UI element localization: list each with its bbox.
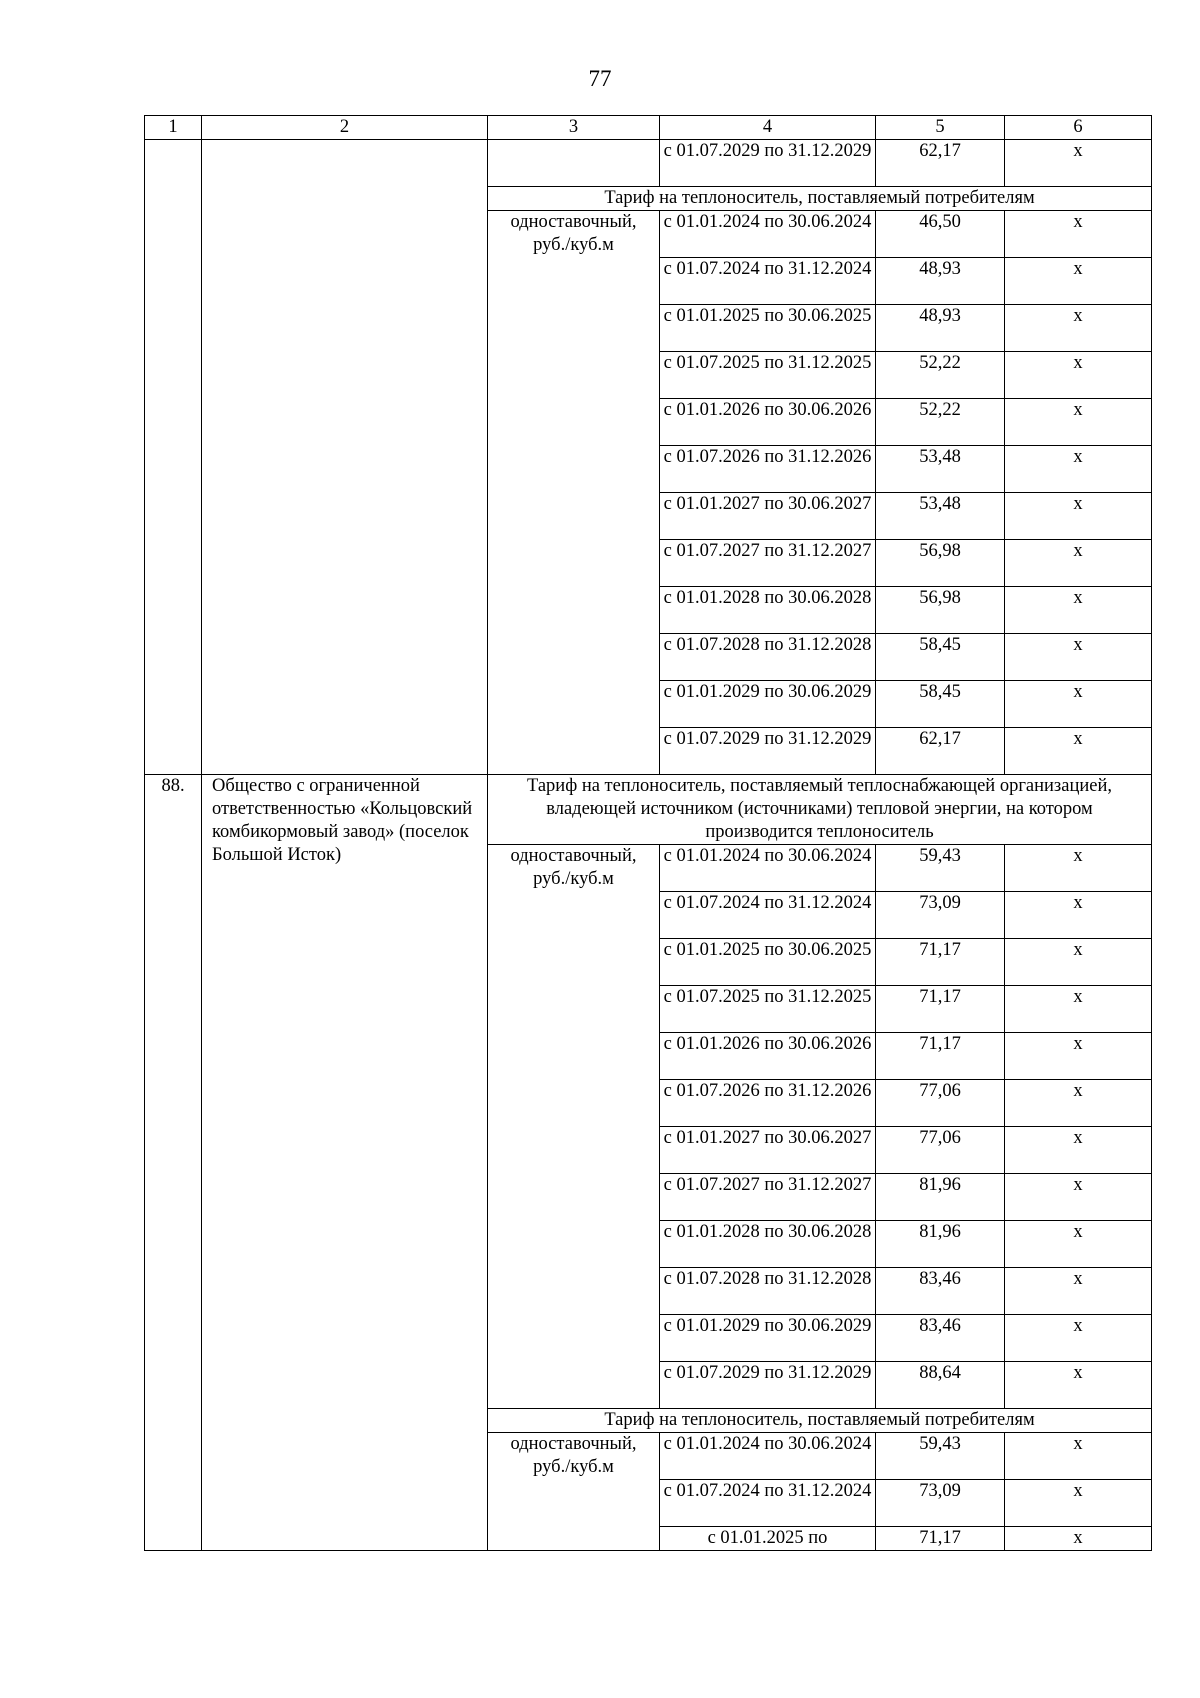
mark-cell: х xyxy=(1005,1268,1152,1315)
mark-cell: х xyxy=(1005,446,1152,493)
mark-cell: х xyxy=(1005,1174,1152,1221)
mark-cell: х xyxy=(1005,634,1152,681)
tariff-value-cell: 58,45 xyxy=(876,634,1005,681)
tariff-value-cell: 62,17 xyxy=(876,728,1005,775)
entry-number: 88. xyxy=(145,775,202,1551)
tariff-value-cell: 48,93 xyxy=(876,258,1005,305)
mark-cell: х xyxy=(1005,258,1152,305)
mark-cell: х xyxy=(1005,1127,1152,1174)
mark-cell: х xyxy=(1005,1362,1152,1409)
tariff-value-cell: 71,17 xyxy=(876,1033,1005,1080)
period-cell: с 01.07.2026 по 31.12.2026 xyxy=(660,446,876,493)
header-cell: 2 xyxy=(202,116,488,140)
mark-cell: х xyxy=(1005,845,1152,892)
section-title: Тариф на теплоноситель, поставляемый теплоснабжающей организацией, владеющей источником (источниками) тепловой энергии, на котором производится теплоноситель xyxy=(488,775,1152,845)
mark-cell: х xyxy=(1005,1221,1152,1268)
mark-cell: х xyxy=(1005,305,1152,352)
tariff-value-cell: 56,98 xyxy=(876,540,1005,587)
period-cell: с 01.01.2024 по 30.06.2024 xyxy=(660,845,876,892)
period-cell: с 01.07.2024 по 31.12.2024 xyxy=(660,258,876,305)
mark-cell: х xyxy=(1005,1527,1152,1551)
period-cell: с 01.07.2026 по 31.12.2026 xyxy=(660,1080,876,1127)
tariff-value-cell: 71,17 xyxy=(876,986,1005,1033)
tariff-value-cell: 88,64 xyxy=(876,1362,1005,1409)
period-cell: с 01.07.2029 по 31.12.2029 xyxy=(660,1362,876,1409)
tariff-value-cell: 48,93 xyxy=(876,305,1005,352)
mark-cell: х xyxy=(1005,1315,1152,1362)
period-cell: с 01.01.2024 по 30.06.2024 xyxy=(660,211,876,258)
mark-cell: х xyxy=(1005,352,1152,399)
period-cell: с 01.01.2026 по 30.06.2026 xyxy=(660,399,876,446)
organization-name: Общество с ограниченной ответственностью «Кольцовский комбикормовый завод» (поселок Большой Исток) xyxy=(202,775,488,1551)
period-cell: с 01.07.2029 по 31.12.2029 xyxy=(660,728,876,775)
period-cell: с 01.07.2029 по 31.12.2029 xyxy=(660,140,876,187)
mark-cell: х xyxy=(1005,892,1152,939)
period-cell: с 01.07.2027 по 31.12.2027 xyxy=(660,540,876,587)
mark-cell: х xyxy=(1005,211,1152,258)
tariff-value-cell: 56,98 xyxy=(876,587,1005,634)
header-cell: 4 xyxy=(660,116,876,140)
header-cell: 1 xyxy=(145,116,202,140)
tariff-type-cell: одноставочный, руб./куб.м xyxy=(488,845,660,1409)
header-row xyxy=(145,116,1152,140)
tariff-value-cell: 73,09 xyxy=(876,892,1005,939)
table-row xyxy=(145,140,1152,187)
tariff-value-cell: 59,43 xyxy=(876,1433,1005,1480)
period-cell: с 01.01.2027 по 30.06.2027 xyxy=(660,493,876,540)
tariff-value-cell: 53,48 xyxy=(876,493,1005,540)
tariff-value-cell: 71,17 xyxy=(876,939,1005,986)
period-cell: с 01.01.2028 по 30.06.2028 xyxy=(660,1221,876,1268)
tariff-value-cell: 77,06 xyxy=(876,1127,1005,1174)
tariff-type-cell: одноставочный, руб./куб.м xyxy=(488,211,660,775)
type-cell xyxy=(488,140,660,187)
period-cell: с 01.01.2024 по 30.06.2024 xyxy=(660,1433,876,1480)
tariff-value-cell: 58,45 xyxy=(876,681,1005,728)
tariff-value-cell: 62,17 xyxy=(876,140,1005,187)
period-cell: с 01.01.2025 по 30.06.2025 xyxy=(660,305,876,352)
period-cell: с 01.01.2029 по 30.06.2029 xyxy=(660,681,876,728)
tariff-value-cell: 52,22 xyxy=(876,352,1005,399)
tariff-value-cell: 81,96 xyxy=(876,1221,1005,1268)
period-cell: с 01.07.2027 по 31.12.2027 xyxy=(660,1174,876,1221)
header-cell: 3 xyxy=(488,116,660,140)
header-cell: 6 xyxy=(1005,116,1152,140)
mark-cell: х xyxy=(1005,587,1152,634)
period-cell: с 01.07.2024 по 31.12.2024 xyxy=(660,1480,876,1527)
period-cell: с 01.01.2025 по xyxy=(660,1527,876,1551)
section-title-row xyxy=(145,775,1152,845)
mark-cell: х xyxy=(1005,493,1152,540)
mark-cell: х xyxy=(1005,986,1152,1033)
period-cell: с 01.01.2027 по 30.06.2027 xyxy=(660,1127,876,1174)
mark-cell: х xyxy=(1005,1480,1152,1527)
period-cell: с 01.07.2025 по 31.12.2025 xyxy=(660,352,876,399)
tariff-value-cell: 83,46 xyxy=(876,1268,1005,1315)
period-cell: с 01.01.2029 по 30.06.2029 xyxy=(660,1315,876,1362)
tariff-type-cell: одноставочный, руб./куб.м xyxy=(488,1433,660,1551)
period-cell: с 01.07.2025 по 31.12.2025 xyxy=(660,986,876,1033)
mark-cell: х xyxy=(1005,1033,1152,1080)
tariff-table xyxy=(144,115,1152,1551)
page-number: 77 xyxy=(588,66,612,91)
period-cell: с 01.01.2026 по 30.06.2026 xyxy=(660,1033,876,1080)
tariff-value-cell: 59,43 xyxy=(876,845,1005,892)
number-cell xyxy=(145,140,202,775)
section-title: Тариф на теплоноситель, поставляемый потребителям xyxy=(488,1409,1152,1433)
tariff-value-cell: 46,50 xyxy=(876,211,1005,258)
tariff-value-cell: 52,22 xyxy=(876,399,1005,446)
mark-cell: х xyxy=(1005,1433,1152,1480)
tariff-value-cell: 77,06 xyxy=(876,1080,1005,1127)
mark-cell: х xyxy=(1005,939,1152,986)
mark-cell: х xyxy=(1005,681,1152,728)
header-cell: 5 xyxy=(876,116,1005,140)
section-title: Тариф на теплоноситель, поставляемый потребителям xyxy=(488,187,1152,211)
tariff-value-cell: 53,48 xyxy=(876,446,1005,493)
period-cell: с 01.07.2028 по 31.12.2028 xyxy=(660,634,876,681)
mark-cell: х xyxy=(1005,728,1152,775)
tariff-value-cell: 73,09 xyxy=(876,1480,1005,1527)
mark-cell: х xyxy=(1005,399,1152,446)
period-cell: с 01.07.2028 по 31.12.2028 xyxy=(660,1268,876,1315)
mark-cell: х xyxy=(1005,540,1152,587)
period-cell: с 01.01.2025 по 30.06.2025 xyxy=(660,939,876,986)
mark-cell: х xyxy=(1005,140,1152,187)
organization-cell xyxy=(202,140,488,775)
period-cell: с 01.07.2024 по 31.12.2024 xyxy=(660,892,876,939)
mark-cell: х xyxy=(1005,1080,1152,1127)
tariff-value-cell: 83,46 xyxy=(876,1315,1005,1362)
tariff-value-cell: 81,96 xyxy=(876,1174,1005,1221)
period-cell: с 01.01.2028 по 30.06.2028 xyxy=(660,587,876,634)
tariff-value-cell: 71,17 xyxy=(876,1527,1005,1551)
